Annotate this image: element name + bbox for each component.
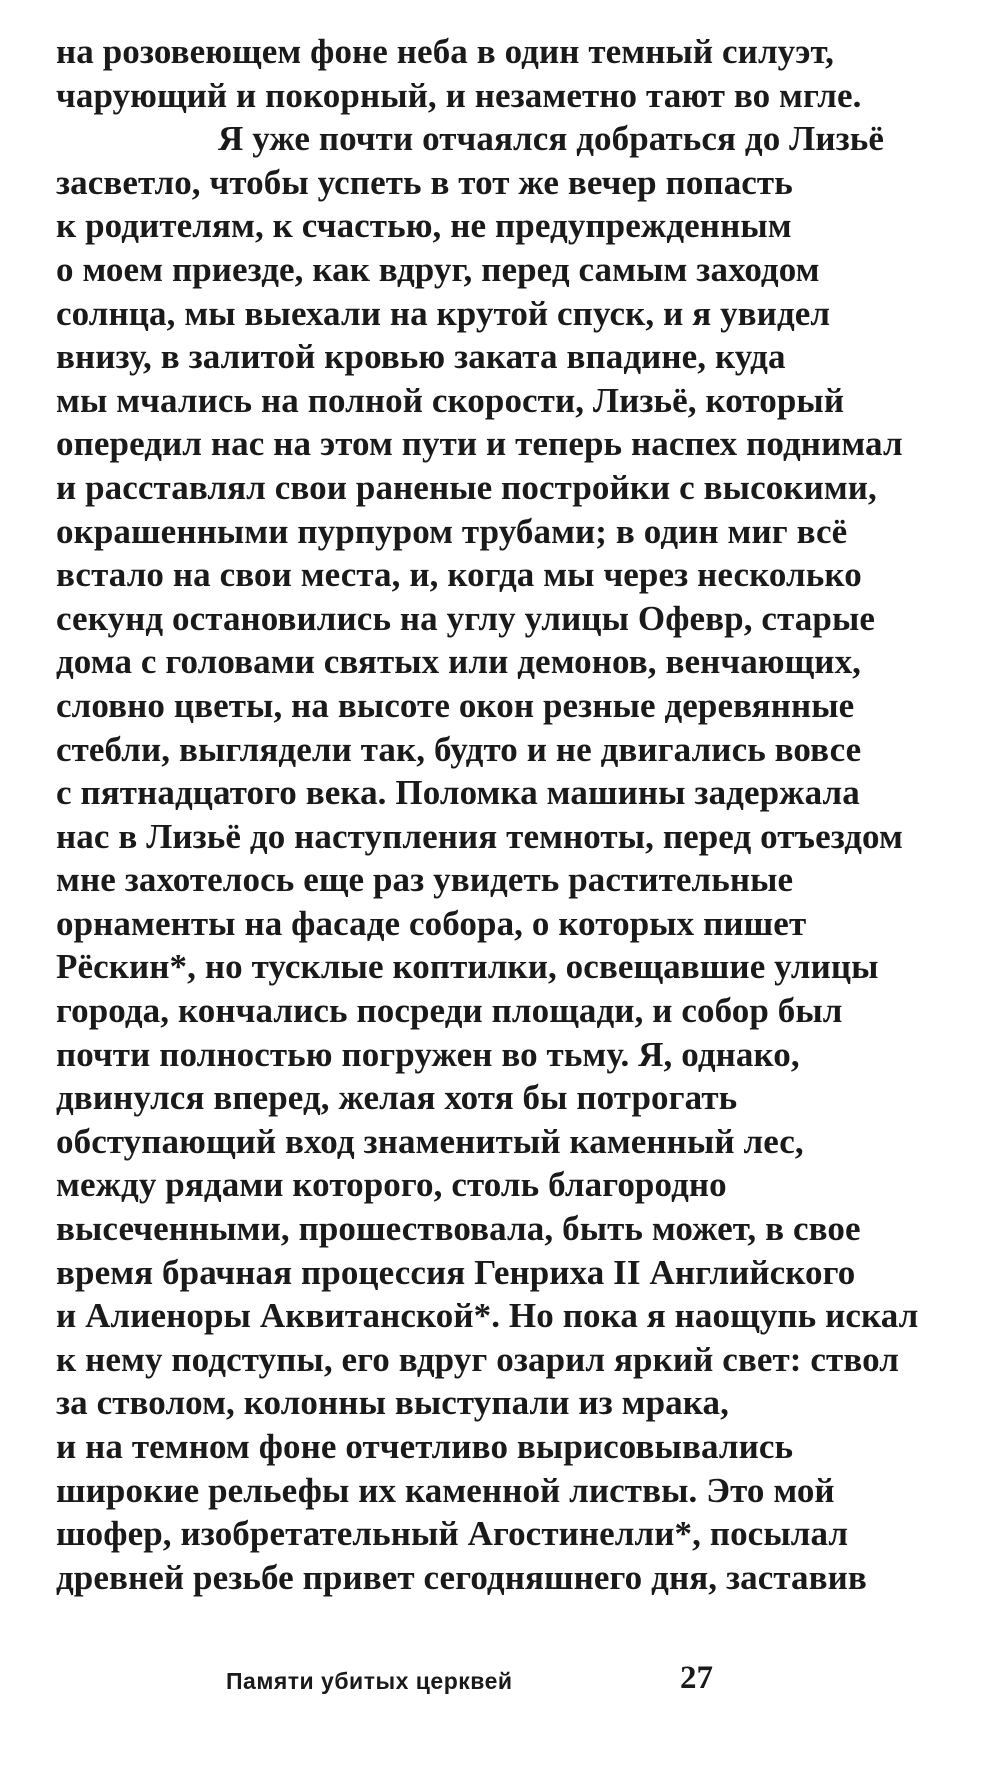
text-line: к нему подступы, его вдруг озарил яркий свет: ствол [56, 1339, 899, 1379]
running-title: Памяти убитых церквей [226, 1668, 513, 1694]
page-footer [0, 1660, 1000, 1710]
text-line: двинулся вперед, желая хотя бы потрогать [56, 1078, 738, 1118]
text-line: и Алиеноры Аквитанской*. Но пока я наощупь искал [56, 1296, 919, 1336]
text-line: засветло, чтобы успеть в тот же вечер попасть [56, 162, 793, 202]
text-line: и расставлял свои раненые постройки с высокими, [56, 467, 877, 507]
text-line: нас в Лизьё до наступления темноты, перед отъездом [56, 816, 903, 856]
text-line: секунд остановились на углу улицы Офевр, старые [56, 598, 876, 638]
text-line: внизу, в залитой кровью заката впадине, куда [56, 337, 786, 377]
text-line: широкие рельефы их каменной листвы. Это мой [56, 1470, 835, 1510]
text-line: Рёскин*, но тусклые коптилки, освещавшие улицы [56, 947, 879, 987]
text-line: окрашенными пурпуром трубами; в один миг всё [56, 511, 848, 551]
text-line: опередил нас на этом пути и теперь наспех поднимал [56, 424, 903, 464]
text-line: между рядами которого, столь благородно [56, 1165, 727, 1205]
text-line: мне захотелось еще раз увидеть растительные [56, 860, 794, 900]
text-line: к родителям, к счастью, не предупрежденным [56, 206, 792, 246]
body-text [56, 30, 956, 1599]
text-line: чарующий и покорный, и незаметно тают во мгле. [56, 75, 862, 115]
page-number: 27 [680, 1660, 713, 1696]
text-line: обступающий вход знаменитый каменный лес, [56, 1121, 804, 1161]
text-line: орнаменты на фасаде собора, о которых пишет [56, 903, 807, 943]
text-line: за стволом, колонны выступали из мрака, [56, 1383, 729, 1423]
text-line: почти полностью погружен во тьму. Я, однако, [56, 1034, 800, 1074]
text-line: словно цветы, на высоте окон резные деревянные [56, 685, 855, 725]
text-line: и на темном фоне отчетливо вырисовывались [56, 1427, 794, 1466]
text-line: древней резьбе привет сегодняшнего дня, заставив [56, 1557, 867, 1597]
text-line: с пятнадцатого века. Поломка машины задержала [56, 773, 860, 813]
text-line: шофер, изобретательный Агостинелли*, посылал [56, 1514, 849, 1554]
text-line: города, кончались посреди площади, и собор был [56, 991, 843, 1031]
text-line: стебли, выглядели так, будто и не двигались вовсе [56, 729, 862, 769]
text-line: дома с головами святых или демонов, венчающих, [56, 642, 862, 682]
text-line: солнца, мы выехали на крутой спуск, и я увидел [56, 293, 831, 333]
text-line: о моем приезде, как вдруг, перед самым заходом [56, 249, 820, 289]
text-line: встало на свои места, и, когда мы через несколько [56, 555, 862, 595]
text-line: время брачная процессия Генриха II Английского [56, 1252, 856, 1292]
text-line: на розовеющем фоне неба в один темный силуэт, [56, 32, 835, 71]
text-line: мы мчались на полной скорости, Лизьё, который [56, 380, 845, 420]
paragraph-first-line: Я уже почти отчаялся добраться до Лизьё [218, 119, 885, 159]
text-line: высеченными, прошествовала, быть может, в свое [56, 1209, 861, 1249]
